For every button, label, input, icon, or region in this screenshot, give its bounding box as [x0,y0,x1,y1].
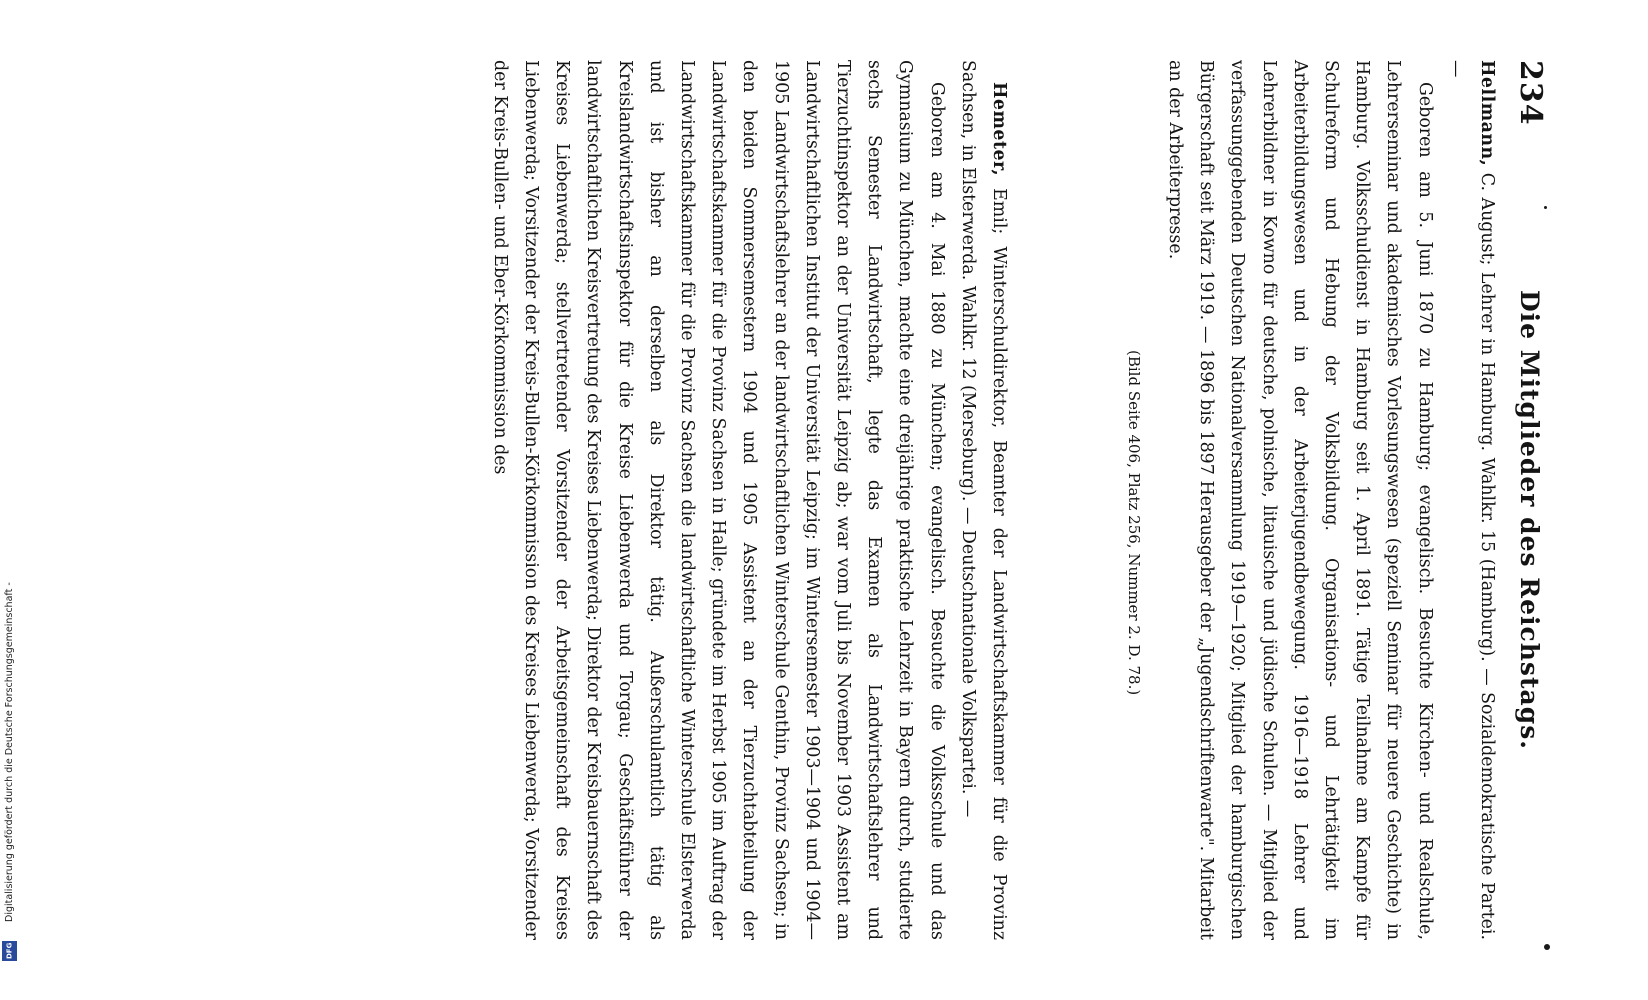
entry-source: (Bild Seite 406, Platz 256, Nummer 2. D. 78.) [1124,350,1143,696]
entry-body: Geboren am 5. Juni 1870 zu Hamburg; evangelisch. Besuchte Kirchen- und Realschule, Lehrerseminar und akademisches Vorlesungswesen (speziell Seminar für neuere Geschichte) in Hamburg. Volksschuldienst in Hamburg seit 1. April 1891. Tätige Teilnahme am Kampfe für Schulreform und Hebung der Volksbildung. Organisations- und Lehrtätigkeit im Arbeiterbildungswesen und in der Arbeiterjugendbewegung. 1916—1918 Lehrer und Lehrerbildner in Kowno für deutsche, polnische, litauische und jüdische Schulen. — Mitglied der verfassunggebenden Deutschen Nationalversammlung 1919—1920; Mitglied der hamburgischen Bürgerschaft seit März 1919. — 1896 bis 1897 Herausgeber der „Jugendschriftenwarte". Mitarbeit an der Arbeiterpresse. [1164,60,1435,940]
digitization-note [3,578,17,938]
entry-header [952,60,1014,940]
running-head: Die Mitglieder des Reichstags. [1515,290,1544,750]
entry-name: Hellmann, [1477,60,1497,167]
scan-speck [1544,944,1550,950]
digitization-note-text: Digitalisierung gefördert durch die Deutsche Forschungsgemeinschaft - [4,582,15,922]
entry-header-rest: C. August; Lehrer in Hamburg. Wahlkr. 15 (Hamburg). — Sozialdemokratische Partei. — [1445,60,1497,940]
biography-entry [484,60,1014,940]
dfg-logo: DFG [2,941,17,961]
entry-body: Geboren am 4. Mai 1880 zu München; evangelisch. Besuchte die Volksschule und das Gymnasium zu München, machte eine dreijährige praktische Lehrzeit in Bayern durch, studierte sechs Semester Landwirtschaft, legte das Examen als Landwirtschaftslehrer und Tierzuchtinspektor an der Universität Leipzig ab; war vom Juli bis November 1903 Assistent am Landwirtschaftlichen Institut der Universität Leipzig; im Wintersemester 1903—1904 und 1904—1905 Landwirtschaftslehrer an der landwirtschaftlichen Winterschule Genthin, Provinz Sachsen; in den beiden Sommersemestern 1904 und 1905 Assistent an der Tierzuchtabteilung der Landwirtschaftskammer für die Provinz Sachsen in Halle; gründete im Herbst 1905 im Auftrag der Landwirtschaftskammer für die Provinz Sachsen die landwirtschaftliche Winterschule Elsterwerda und ist bisher an derselben als Direktor tätig. Außerschulamtlich tätig als Kreislandwirtschaftsinspektor für die Kreise Liebenwerda und Torgau; Geschäftsführer der landwirtschaftlichen Kreisvertretung des Kreises Liebenwerda; Direktor der Kreisbauernschaft des Kreises Liebenwerda; stellvertretender Vorsitzender der Arbeitsgemeinschaft des Kreises Liebenwerda; Vorsitzender der Kreis-Bullen-Körkommission des Kreises Liebenwerda; Vorsitzender der Kreis-Bullen- und Eber-Körkommission des [489,60,947,940]
scanned-page [34,0,1594,990]
entry-header-rest: Emil; Winterschuldirektor, Beamter der Landwirtschaftskammer für die Provinz Sachsen, in Elsterwerda. Wahlkr. 12 (Merseburg). — Deutschnationale Volkspartei. — [957,60,1009,940]
entry-name: Hemeter, [989,82,1009,177]
page-number: 234 [1513,60,1548,126]
page-header [1508,60,1548,940]
biography-entry [1119,60,1502,940]
entry-header [1440,60,1502,940]
